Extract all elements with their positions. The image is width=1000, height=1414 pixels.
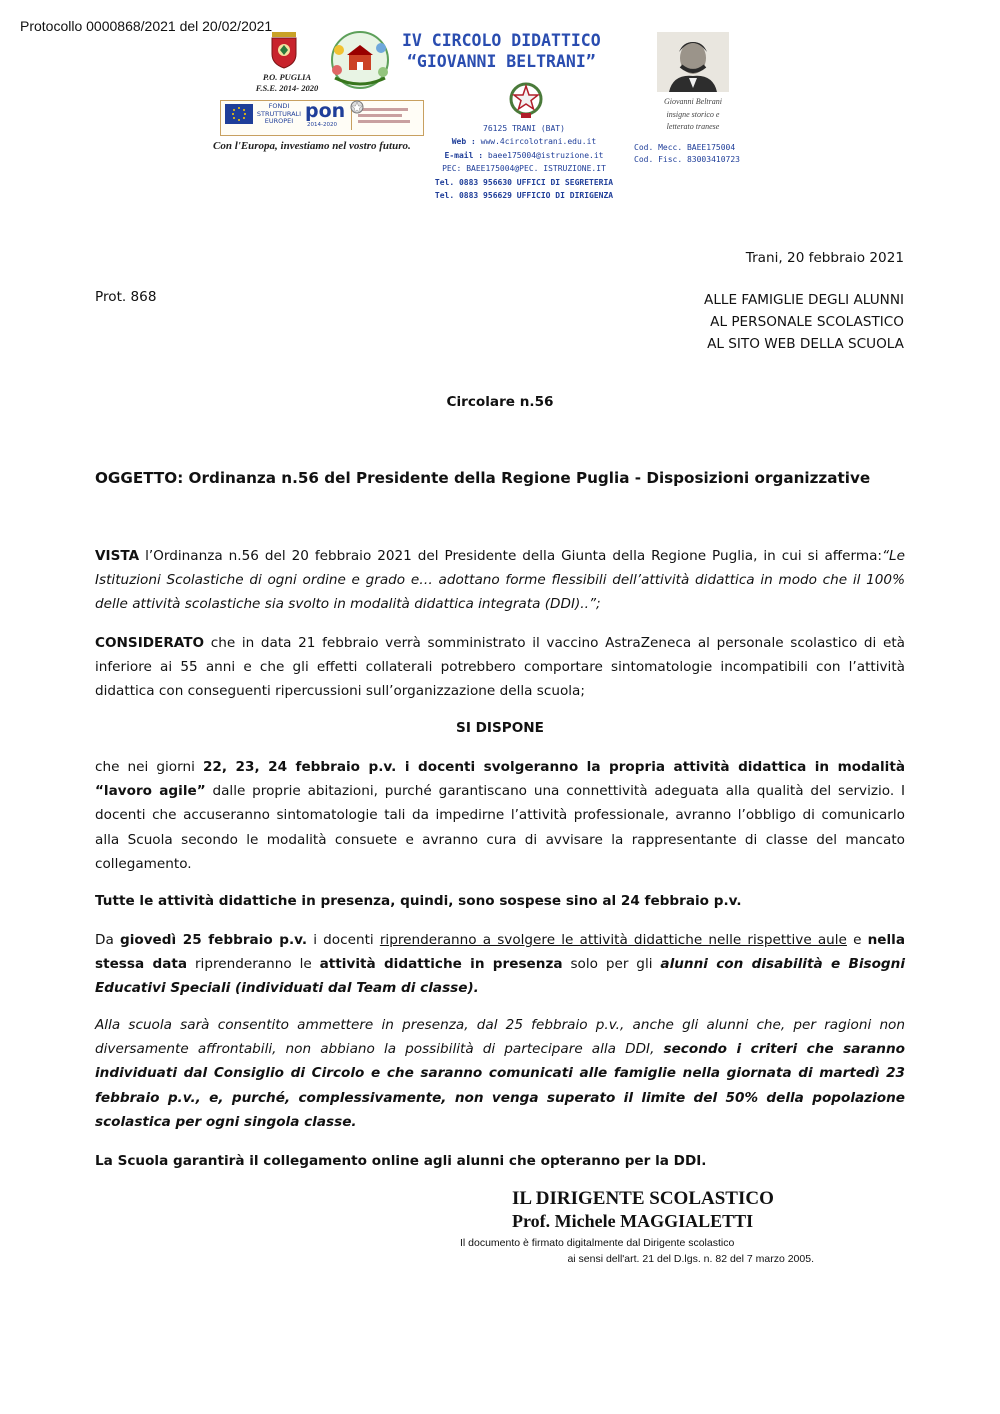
p5-text-3: e	[846, 932, 868, 948]
considerato-label: CONSIDERATO	[95, 635, 205, 651]
p5-bold-3: attività didattiche in presenza	[319, 956, 563, 973]
email-link[interactable]: baee175004@istruzione.it	[487, 150, 604, 160]
p5-bold-italic-1: alunni con disabilità e Bisogni Educativi Speciali (individuati dal Team di classe).	[95, 956, 905, 997]
p5-text-1: Da	[95, 932, 120, 948]
school-name-line-1: IV CIRCOLO DIDATTICO	[402, 31, 601, 50]
pon-logo: pon	[305, 100, 346, 122]
p5-text-4: riprenderanno le	[187, 956, 320, 973]
signature-note-2: ai sensi dell'art. 21 del D.lgs. n. 82 del 7 marzo 2005.	[567, 1253, 814, 1265]
portrait-caption-1: Giovanni Beltrani	[664, 97, 722, 106]
p5-text-5: solo per gli	[562, 956, 661, 973]
p5-text-2: i docenti	[307, 932, 380, 948]
portrait-caption	[650, 96, 736, 134]
pon-years: 2014-2020	[307, 122, 337, 128]
school-codes	[634, 142, 740, 166]
puglia-line-2: F.S.E. 2014- 2020	[255, 83, 319, 93]
europe-motto: Con l'Europa, investiamo nel vostro futuro.	[213, 140, 411, 152]
letter-date: Trani, 20 febbraio 2021	[745, 250, 904, 266]
p3-bold-1: 22, 23, 24 febbraio p.v. i docenti svolgeranno la propria attività didattica in modalità “lavoro agile”	[95, 759, 905, 800]
giovanni-beltrani-portrait	[657, 32, 729, 92]
web-label: Web :	[451, 137, 476, 147]
vista-text: l’Ordinanza n.56 del 20 febbraio 2021 del Presidente della Giunta della Regione Puglia, in cui si afferma:	[139, 548, 883, 564]
pec-line	[410, 162, 638, 175]
p5-bold-2: nella stessa data	[95, 932, 906, 973]
p3-text-2: dalle proprie abitazioni, purché garantiscano una connettività adeguata alla qualità del servizio. I docenti che accuseranno sintomatologie tali da impedirne l’attività professionale, avranno l’obbligo di comunicarlo alla Scuola secondo le modalità consuete e avranno cura di avvisare la rappresentante di classe del mancato collegamento.	[95, 783, 905, 872]
signature-name: Prof. Michele MAGGIALETTI	[512, 1211, 754, 1231]
puglia-line-1: P.O. PUGLIA	[262, 72, 312, 82]
school-name-line-2: “GIOVANNI BELTRANI”	[406, 52, 596, 71]
portrait-caption-3: letterato tranese	[666, 122, 720, 131]
protocol-stamp: Protocollo 0000868/2021 del 20/02/2021	[20, 18, 273, 34]
web-line	[410, 135, 638, 148]
recipients	[704, 289, 904, 355]
school-logo-icon	[327, 30, 393, 90]
email-label: E-mail :	[444, 150, 484, 160]
tel-secretary: Tel. 0883 956630 UFFICI DI SEGRETERIA	[434, 177, 614, 187]
p5-bold-1: giovedì 25 febbraio p.v.	[119, 932, 308, 948]
cod-mecc: Cod. Mecc. BAEE175004	[634, 143, 736, 152]
paragraph-ammissione	[95, 1013, 905, 1134]
considerato-text: che in data 21 febbraio verrà somministrato il vaccino AstraZeneca al personale scolastico di età inferiore ai 55 anni e che gli effetti collaterali potrebbero comportare sintomatologie incompatibili con l’attività didattica con conseguenti ripercussioni sull’organizzazione della scuola;	[95, 635, 905, 700]
cod-fisc: Cod. Fisc. 83003410723	[634, 155, 740, 164]
puglia-coat-of-arms-icon	[268, 30, 300, 70]
p5-underline-1: riprenderanno a svolgere le attività didattiche nelle rispettive aule	[379, 932, 847, 948]
tel-direction: Tel. 0883 956629 UFFICIO DI DIRIGENZA	[434, 191, 614, 201]
digital-signature-note	[458, 1235, 814, 1267]
school-name	[402, 30, 601, 72]
portrait-caption-2: insigne storico e	[666, 109, 720, 119]
eu-flag-icon	[225, 104, 253, 124]
p6-italic-1: Alla scuola sarà consentito ammettere in presenza, dal 25 febbraio p.v., anche gli alunni che, per ragioni non diversamente affrontabili, non abbiano la possibilità di partecipare alla DDI,	[95, 1017, 905, 1058]
italian-emblem-small-icon	[350, 100, 364, 114]
paragraph-ripresa	[95, 928, 905, 1001]
signature-title: IL DIRIGENTE SCOLASTICO	[512, 1188, 774, 1209]
contact-block	[410, 122, 638, 202]
signature-note-1: Il documento è firmato digitalmente dal Dirigente scolastico	[460, 1237, 735, 1249]
puglia-fse-label	[252, 72, 322, 94]
paragraph-sospensione: Tutte le attività didattiche in presenza, quindi, sono sospese sino al 24 febbraio p.v.	[95, 893, 742, 909]
vista-label: VISTA	[95, 548, 140, 564]
email-line	[410, 149, 638, 162]
paragraph-collegamento: La Scuola garantirà il collegamento online agli alunni che opteranno per la DDI.	[95, 1153, 707, 1169]
paragraph-vista	[95, 544, 905, 617]
recipient-website: AL SITO WEB DELLA SCUOLA	[707, 336, 904, 352]
pec-link[interactable]: BAEE175004@PEC. ISTRUZIONE.IT	[466, 164, 606, 174]
protocol-number: Prot. 868	[95, 289, 157, 305]
pon-fondi-label: FONDI STRUTTURALI EUROPEI	[256, 102, 302, 125]
subject-line: OGGETTO: Ordinanza n.56 del Presidente della Regione Puglia - Disposizioni organizzative	[95, 469, 871, 487]
pon-banner	[220, 100, 424, 136]
paragraph-lavoro-agile	[95, 755, 905, 876]
p6-bold-italic-1: secondo i criteri che saranno individuati dal Consiglio di Circolo e che saranno comunicati alle famiglie nella giornata di martedì 23 febbraio p.v., e, purché, complessivamente, non venga superato il limite del 50% della popolazione scolastica per ogni singola classe.	[95, 1041, 905, 1130]
address: 76125 TRANI (BAT)	[483, 124, 565, 133]
pec-label: PEC:	[442, 164, 462, 174]
italian-republic-emblem-icon	[508, 80, 544, 120]
p3-text-1: che nei giorni	[95, 759, 203, 775]
web-link[interactable]: www.4circolotrani.edu.it	[480, 137, 597, 147]
recipient-families: ALLE FAMIGLIE DEGLI ALUNNI	[704, 292, 904, 308]
vista-quote: “Le Istituzioni Scolastiche di ogni ordine e grado e… adottano forme flessibili dell’attività didattica in modo che il 100% delle attività scolastiche sia svolto in modalità didattica integrata (DDI)..”;	[95, 548, 905, 613]
si-dispone-heading: SI DISPONE	[456, 720, 544, 736]
recipient-staff: AL PERSONALE SCOLASTICO	[710, 314, 904, 330]
paragraph-considerato	[95, 631, 905, 704]
circular-number: Circolare n.56	[446, 394, 554, 410]
